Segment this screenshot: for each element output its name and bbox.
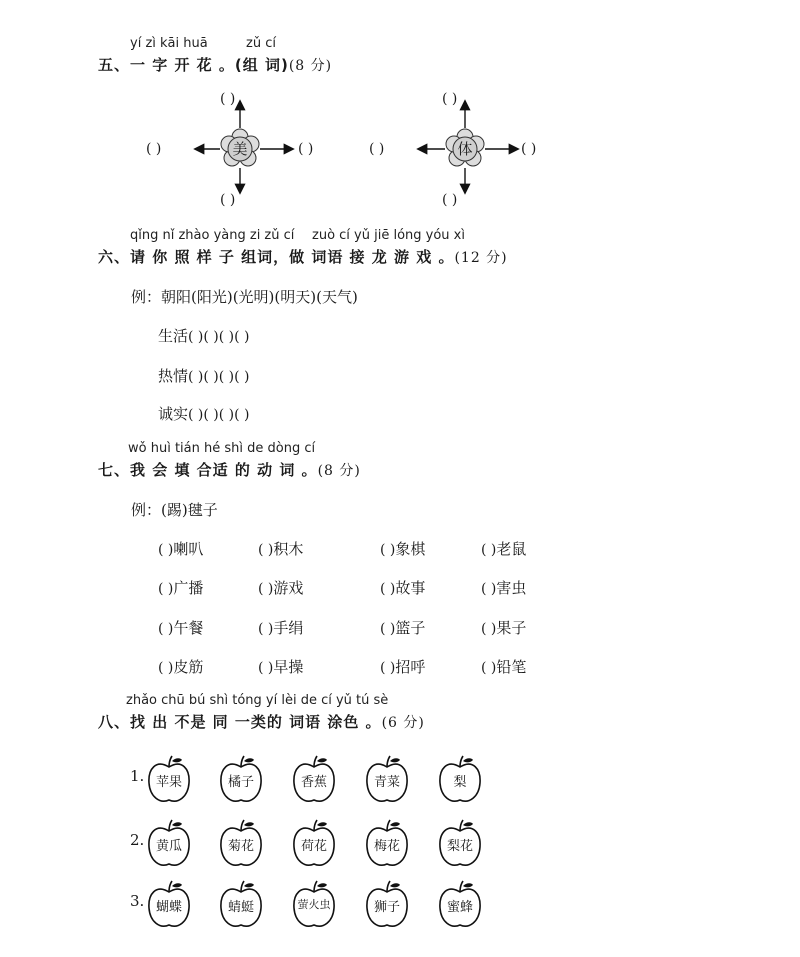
verb-cell <box>481 577 526 598</box>
apple-word[interactable] <box>218 755 264 805</box>
verb-object-word: 招呼 <box>395 658 426 676</box>
section5-score: (8 分) <box>288 58 333 74</box>
apple-group-number: 2. <box>130 831 145 849</box>
section6-row-1-word: 生活 <box>158 327 189 345</box>
verb-object-word: 故事 <box>395 579 426 597</box>
section6-example: 例：朝阳(阳光)(光明)(明天)(天气) <box>131 288 358 306</box>
section6-row-2-blanks[interactable]: ( )( )( )( ) <box>188 369 250 385</box>
section6-pinyin-b: zuò cí yǔ jiē lóng yóu xì <box>312 228 465 243</box>
flower-1-blank-right[interactable]: ( ) <box>298 141 314 157</box>
verb-object-word: 手绢 <box>273 619 304 637</box>
verb-blank[interactable]: ( ) <box>481 581 497 597</box>
apple-label: 萤火虫 <box>297 898 331 911</box>
verb-cell <box>258 617 303 638</box>
flower-2-blank-bottom[interactable]: ( ) <box>442 192 458 208</box>
verb-object-word: 游戏 <box>273 579 304 597</box>
apple-word[interactable] <box>291 819 337 869</box>
section6-row-3-blanks[interactable]: ( )( )( )( ) <box>188 407 250 423</box>
verb-object-word: 铅笔 <box>496 658 527 676</box>
apple-label: 橘子 <box>227 775 254 790</box>
apple-word[interactable] <box>364 880 410 930</box>
verb-object-word: 积木 <box>273 540 304 558</box>
verb-blank[interactable]: ( ) <box>258 621 274 637</box>
verb-cell <box>380 577 425 598</box>
apple-label: 荷花 <box>300 839 327 854</box>
apple-label: 黄瓜 <box>155 839 182 854</box>
verb-cell <box>481 538 526 559</box>
verb-cell <box>158 656 203 677</box>
section6-row-3 <box>158 403 250 424</box>
apple-word[interactable] <box>364 755 410 805</box>
section7-heading <box>98 459 361 480</box>
verb-object-word: 果子 <box>496 619 527 637</box>
flower-1-blank-bottom[interactable]: ( ) <box>220 192 236 208</box>
verb-object-word: 象棋 <box>395 540 426 558</box>
flower-2 <box>445 129 485 169</box>
verb-blank[interactable]: ( ) <box>380 542 396 558</box>
verb-blank[interactable]: ( ) <box>258 581 274 597</box>
section5-heading <box>98 54 332 75</box>
section8-heading <box>98 711 425 732</box>
apple-word[interactable] <box>437 755 483 805</box>
verb-cell <box>380 617 425 638</box>
apple-label: 蝴蝶 <box>155 900 182 915</box>
apple-word[interactable] <box>218 880 264 930</box>
verb-cell <box>158 538 203 559</box>
verb-cell <box>258 538 303 559</box>
apple-label: 梅花 <box>373 839 400 854</box>
verb-object-word: 午餐 <box>173 619 204 637</box>
flower-1-char: 美 <box>232 140 248 158</box>
section6-heading <box>98 246 508 267</box>
section5-pinyin-b: zǔ cí <box>246 36 276 51</box>
verb-blank[interactable]: ( ) <box>158 542 174 558</box>
apple-label: 梨 <box>453 775 467 790</box>
verb-blank[interactable]: ( ) <box>481 660 497 676</box>
section8-title: 八、找 出 不是 同 一类的 词语 涂色 。 <box>98 713 382 731</box>
section5-title: 五、一 字 开 花 。(组 词) <box>98 56 289 74</box>
apple-word[interactable] <box>364 819 410 869</box>
apple-word[interactable] <box>291 880 337 930</box>
section7-score: (8 分) <box>317 463 361 479</box>
verb-cell <box>258 656 303 677</box>
section6-row-1-blanks[interactable]: ( )( )( )( ) <box>188 329 250 345</box>
section6-row-3-word: 诚实 <box>158 405 189 423</box>
apple-group-number: 1. <box>130 767 145 785</box>
section7-pinyin: wǒ huì tián hé shì de dòng cí <box>128 441 316 456</box>
section6-row-2 <box>158 365 250 386</box>
flower-2-blank-right[interactable]: ( ) <box>521 141 537 157</box>
section8-pinyin: zhǎo chū bú shì tóng yí lèi de cí yǔ tú sè <box>126 693 389 708</box>
verb-cell <box>158 617 203 638</box>
section7-example: 例：(踢)毽子 <box>131 501 218 519</box>
verb-object-word: 喇叭 <box>173 540 204 558</box>
verb-object-word: 早操 <box>273 658 304 676</box>
verb-cell <box>380 656 425 677</box>
verb-blank[interactable]: ( ) <box>158 621 174 637</box>
verb-object-word: 皮筋 <box>173 658 204 676</box>
verb-object-word: 广播 <box>173 579 204 597</box>
apple-word[interactable] <box>291 755 337 805</box>
verb-cell <box>481 617 526 638</box>
section5-pinyin-a: yí zì kāi huā <box>130 36 208 51</box>
flower-2-char: 体 <box>457 140 473 158</box>
flower-2-blank-top[interactable]: ( ) <box>442 91 458 107</box>
verb-object-word: 篮子 <box>395 619 426 637</box>
section7-title: 七、我 会 填 合适 的 动 词 。 <box>98 461 318 479</box>
apple-word[interactable] <box>218 819 264 869</box>
verb-cell <box>380 538 425 559</box>
flower-2-blank-left[interactable]: ( ) <box>369 141 385 157</box>
verb-blank[interactable]: ( ) <box>481 542 497 558</box>
apple-word[interactable] <box>437 880 483 930</box>
verb-blank[interactable]: ( ) <box>380 621 396 637</box>
verb-blank[interactable]: ( ) <box>481 621 497 637</box>
apple-label: 梨花 <box>446 839 473 854</box>
apple-label: 菊花 <box>227 839 254 854</box>
section6-title: 六、请 你 照 样 子 组词，做 词语 接 龙 游 戏 。 <box>98 248 455 266</box>
section8-score: (6 分) <box>381 715 425 731</box>
verb-cell <box>258 577 303 598</box>
section6-row-2-word: 热情 <box>158 367 189 385</box>
verb-blank[interactable]: ( ) <box>380 581 396 597</box>
flower-1-blank-left[interactable]: ( ) <box>146 141 162 157</box>
section6-pinyin-a: qǐng nǐ zhào yàng zi zǔ cí <box>130 228 295 243</box>
apple-group-number: 3. <box>130 892 145 910</box>
verb-blank[interactable]: ( ) <box>380 660 396 676</box>
apple-label: 狮子 <box>373 900 400 915</box>
flower-1 <box>220 129 260 169</box>
verb-blank[interactable]: ( ) <box>158 660 174 676</box>
apple-label: 蜜蜂 <box>446 900 473 915</box>
section6-score: (12 分) <box>454 250 508 266</box>
verb-object-word: 老鼠 <box>496 540 527 558</box>
section6-row-1 <box>158 325 250 346</box>
verb-cell <box>158 577 203 598</box>
apple-label: 蜻蜓 <box>227 900 254 915</box>
apple-word[interactable] <box>146 755 192 805</box>
apple-word[interactable] <box>146 819 192 869</box>
verb-cell <box>481 656 526 677</box>
verb-blank[interactable]: ( ) <box>258 660 274 676</box>
verb-object-word: 害虫 <box>496 579 527 597</box>
apple-label: 香蕉 <box>300 775 327 790</box>
verb-blank[interactable]: ( ) <box>258 542 274 558</box>
apple-word[interactable] <box>437 819 483 869</box>
apple-label: 苹果 <box>155 775 182 790</box>
apple-word[interactable] <box>146 880 192 930</box>
verb-blank[interactable]: ( ) <box>158 581 174 597</box>
flower-1-blank-top[interactable]: ( ) <box>220 91 236 107</box>
apple-label: 青菜 <box>373 775 400 790</box>
